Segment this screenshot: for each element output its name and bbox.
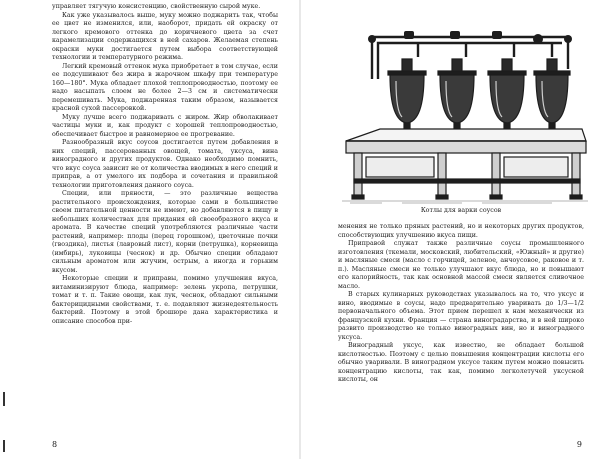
paragraph: Специи, или пряности, — это различные вещества растительного происхождения, которые сами в большинстве своем питательной ценности не имеют, но добавляются в пищу в небольших количествах для придания ей своеобразного вкуса и аромата. В качестве специй употребляются различные части растений, например: плоды (перец горошком), цветочные почки (гвоздика), листья (лавровый лист), корни (петрушка), корневища (имбирь), луковицы (чеснок) и др. Обычно специи обладают сильным ароматом или жгучим, острым, а иногда и горьким вкусом.	[52, 190, 278, 274]
paragraph: Муку лучше всего поджаривать с жиром. Жир обволакивает частицы муки и, как продукт с хорошей теплопроводностью, обеспечивает быстрое и равномерное ее прогревание.	[52, 113, 278, 138]
paragraph: Легкий кремовый оттенок мука приобретает в том случае, если ее подсушивают без жира в жарочном шкафу при температуре 160—180°. Мука обладает плохой теплопроводностью, поэтому ее надо насыпать слоем не более 2—3 см и систематически перемешивать. Мука, поджаренная таким образом, называется красной сухой пассеровкой.	[52, 62, 278, 112]
paragraph: Приправой служат также различные соусы промышленного изготовления (ткемали, московский, любительский, «Южный» и другие) и масляные смеси (масло с горчицей, зеленое, анчоусовое, раковое и т. п.). Масляные смеси не только улучшают вкус блюда, но и повышают его калорийность, так как основной массой смеси является сливочное масло.	[338, 240, 584, 290]
paragraph: управляет тягучую консистенцию, свойственную сырой муке.	[52, 3, 261, 10]
page-number: 9	[576, 440, 582, 449]
paragraph: Некоторые специи и приправы, помимо улучшения вкуса, витаминизируют блюда, например: зелень укропа, петрушки, томат и т. п. Такие овощи, как лук, чеснок, обладают сильными бактерицидными свойствами, т. е. подавляют жизнедеятельность бактерий. Поэтому в этой брошюре дана характеристика и описание способов при-	[52, 275, 278, 325]
page-number: 8	[52, 440, 58, 449]
paragraph: менения не только пряных растений, но и некоторых других продуктов, способствующих улучшению вкуса пищи.	[338, 223, 584, 239]
paragraph: В старых кулинарных руководствах указывалось на то, что уксус и вино, вводимые в соусы, надо предварительно уваривать до 1/3—1/2 первоначального объема. Этот прием перешел к нам механически из французской кухни. Франция — страна виноградарства, и в ней широко развито производство не только виноградных вин, но и виноградного уксуса.	[338, 291, 584, 341]
sauce-kettles-illustration	[342, 29, 588, 205]
figure-caption: Котлы для варки соусов	[420, 207, 502, 214]
paragraph: Виноградный уксус, как известно, не обладает большой кислотностью. Поэтому с целью повышения концентрации кислоты его обычно уваривали. В виноградном уксусе таким путем можно повысить концентрацию кислоты, так как, помимо легколетучей уксусной кислоты, он	[338, 342, 584, 383]
right-page	[300, 0, 600, 459]
paragraph: Разнообразный вкус соусов достигается путем добавления в них специй, пассерованных овощей, томата, уксуса, вина виноградного и других продуктов. Однако необходимо помнить, что вкус соуса зависит не от количества вводимых в него специй и приправ, а от умелого их подбора и сочетания и правильной технологии приготовления данного соуса.	[52, 139, 278, 189]
paragraph: Как уже указывалось выше, муку можно поджарить так, чтобы ее цвет не изменился, или, наоборот, придать ей окраску от легкого кремового оттенка до коричневого цвета за счет карамелизации содержащихся в ней сахаров. Желаемая степень окраски муки достигается путем выбора соответствующей технологии и температурного режима.	[52, 11, 278, 61]
